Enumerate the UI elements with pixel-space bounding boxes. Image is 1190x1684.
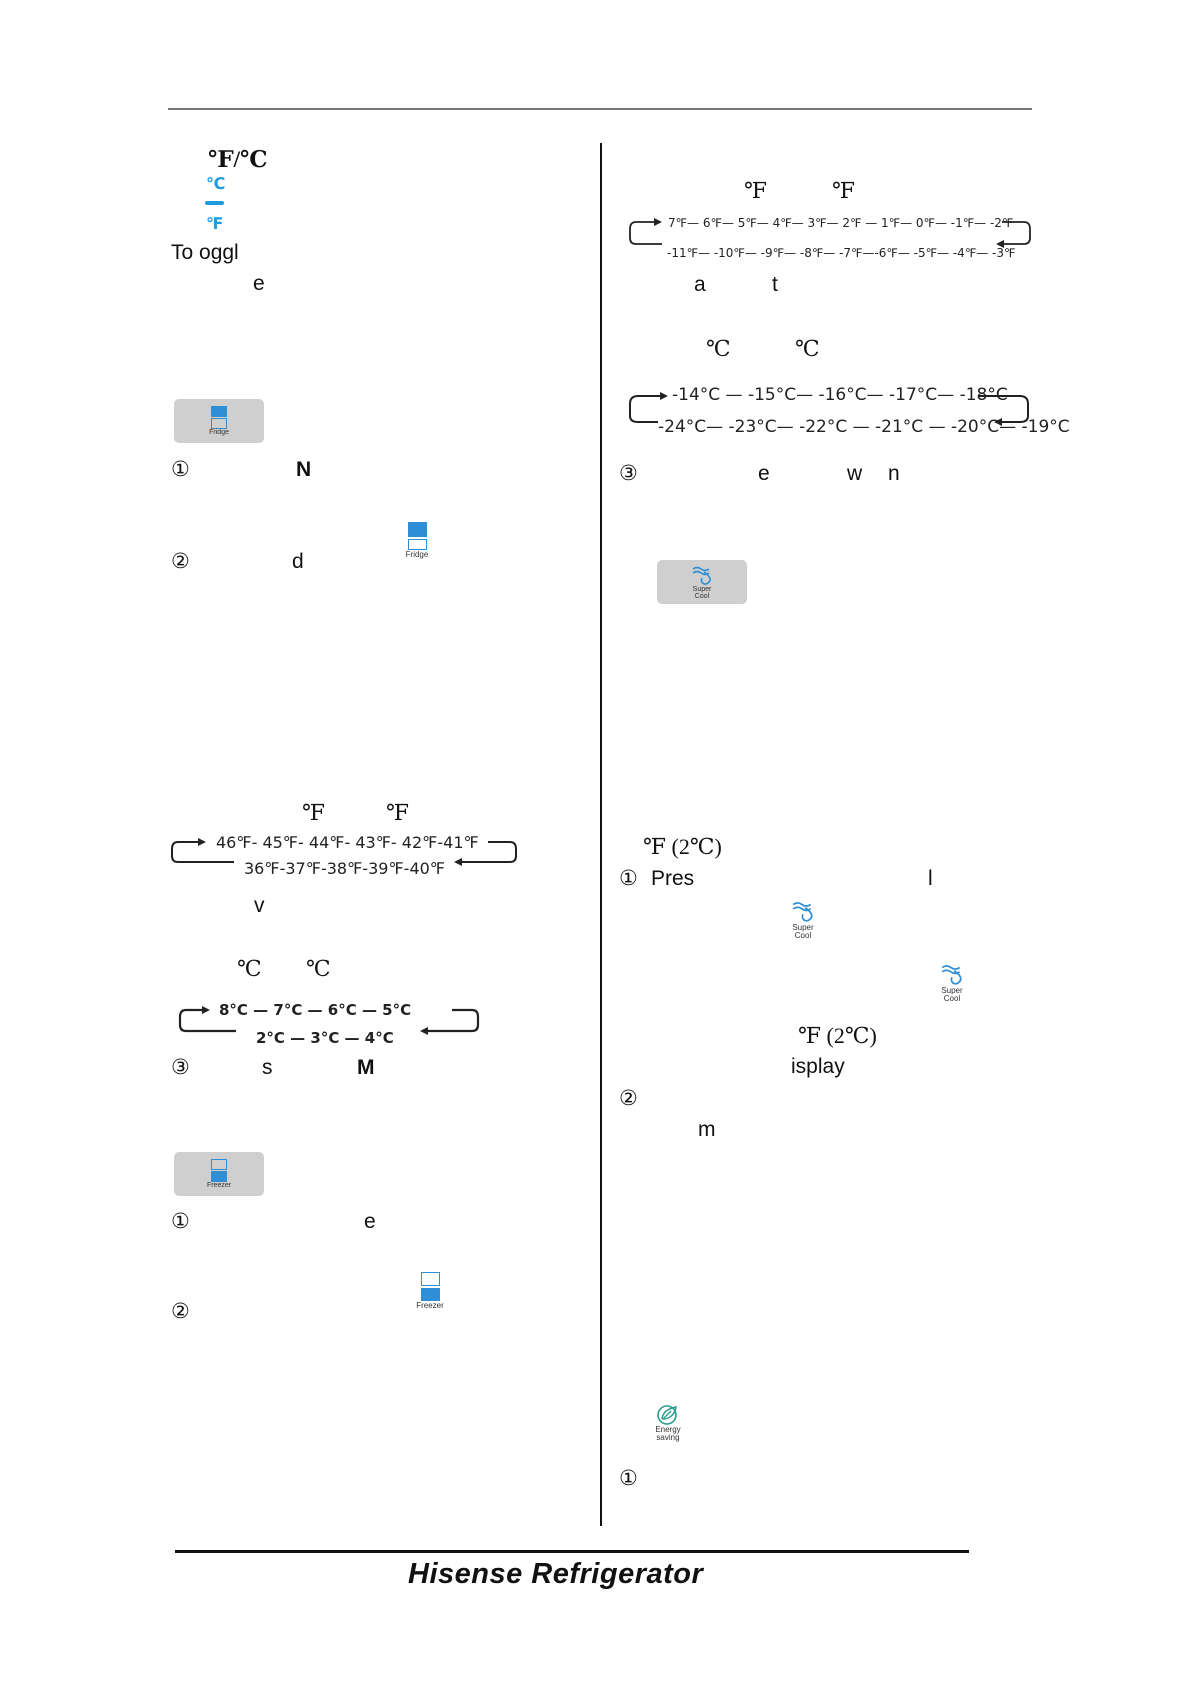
unit-toggle-instruction: To oggl — [171, 241, 239, 264]
freezer-c-range-start: ℃ — [706, 336, 731, 361]
fridge-c-range-end: ℃ — [306, 956, 331, 981]
fridge-c-cycle-top: 8°C — 7°C — 6°C — 5°C — [219, 1001, 412, 1019]
supercool-step2-marker: ② — [619, 1086, 638, 1110]
supercool-step1-text-b: l — [928, 867, 933, 890]
supercool-step1-text: Pres — [651, 867, 695, 890]
fridge-step3-text-a: s — [262, 1056, 273, 1079]
fahrenheit-indicator: ℉ — [206, 214, 224, 233]
supercool-icon — [690, 564, 714, 586]
fridge-icon-label: Fridge — [405, 550, 429, 559]
freezer-c-range-end: ℃ — [795, 336, 820, 361]
fridge-f-cycle-top: 46℉- 45℉- 44℉- 43℉- 42℉-41℉ — [216, 833, 479, 852]
fridge-step2-text: d — [292, 550, 304, 573]
freezer-icon-top-block — [421, 1272, 440, 1286]
fridge-f-cycle-bottom: 36℉-37℉-38℉-39℉-40℉ — [244, 859, 446, 878]
fridge-icon-top-block — [408, 522, 427, 537]
supercool-display-text: isplay — [791, 1055, 845, 1078]
freezer-f-cycle-bottom: -11℉— -10℉— -9℉— -8℉— -7℉—-6℉— -5℉— -4℉— -3℉ — [667, 246, 1016, 260]
column-divider — [600, 143, 602, 1526]
supercool-inline-icon-2-label: Super Cool — [941, 986, 963, 1003]
freezer-step2-marker: ② — [171, 1299, 190, 1323]
freezer-c-cycle-top: -14°C — -15°C— -16°C— -17°C— -18°C — [672, 385, 1008, 405]
freezer-c-cycle-bottom: -24°C— -23°C— -22°C — -21°C — -20°C— -19°C — [658, 417, 1070, 437]
supercool-inline-icon-2 — [937, 961, 967, 1003]
energy-saving-icon — [650, 1402, 686, 1442]
fridge-step1-marker: ① — [171, 457, 190, 481]
fridge-button[interactable] — [174, 399, 264, 443]
fridge-icon-bottom — [211, 418, 227, 429]
fridge-c-range-start: ℃ — [237, 956, 262, 981]
freezer-f-note-a: a — [694, 273, 706, 296]
freezer-step3-marker: ③ — [619, 461, 638, 485]
freezer-step3-text-c: n — [888, 462, 900, 485]
freezer-f-note-b: t — [772, 273, 778, 296]
supercool-temp-2: ℉ (2℃) — [798, 1023, 877, 1048]
fridge-step1-text: N — [296, 458, 312, 481]
header-rule — [168, 108, 1032, 110]
unit-separator-bar — [205, 201, 224, 205]
fridge-step2-marker: ② — [171, 549, 190, 573]
freezer-button[interactable] — [174, 1152, 264, 1196]
freezer-step3-text-b: w — [847, 462, 863, 485]
footer-brand: Hisense Refrigerator — [408, 1558, 704, 1590]
freezer-step1-text: e — [364, 1210, 376, 1233]
fridge-f-range-end: ℉ — [386, 800, 410, 825]
freezer-f-range-start: ℉ — [744, 178, 768, 203]
fridge-f-note: v — [254, 894, 265, 917]
footer-rule — [175, 1550, 969, 1553]
freezer-icon-bottom-block — [421, 1288, 440, 1301]
unit-toggle-title: ℉/℃ — [208, 147, 268, 172]
supercool-step1-marker: ① — [619, 866, 638, 890]
freezer-icon — [416, 1272, 444, 1310]
celsius-indicator: ℃ — [206, 174, 226, 193]
freezer-icon-bottom — [211, 1171, 227, 1182]
freezer-button-label: Freezer — [206, 1181, 232, 1189]
energy-step1-marker: ① — [619, 1466, 638, 1490]
freezer-f-cycle-top: 7℉— 6℉— 5℉— 4℉— 3℉— 2℉ — 1℉— 0℉— -1℉— -2℉ — [668, 216, 1014, 230]
freezer-f-range-end: ℉ — [832, 178, 856, 203]
freezer-step3-text-a: e — [758, 462, 770, 485]
energy-saving-icon-label: Energy saving — [655, 1425, 681, 1442]
fridge-icon-bottom-block — [408, 539, 427, 550]
freezer-icon-top — [211, 1159, 227, 1170]
fridge-step3-text-b: M — [357, 1056, 375, 1079]
leaf-icon — [655, 1402, 681, 1426]
supercool-step2-text: m — [698, 1118, 716, 1141]
unit-toggle-instruction-2: e — [253, 272, 265, 295]
fridge-icon-top — [211, 406, 227, 417]
supercool-inline-icon-1 — [788, 898, 818, 940]
supercool-inline-icon-1-label: Super Cool — [792, 923, 814, 940]
fridge-step3-marker: ③ — [171, 1055, 190, 1079]
fridge-icon — [403, 522, 431, 559]
supercool-wave-icon — [790, 898, 816, 924]
supercool-button[interactable] — [657, 560, 747, 604]
supercool-wave-icon-2 — [939, 961, 965, 987]
freezer-icon-label: Freezer — [416, 1301, 444, 1310]
supercool-temp-1: ℉ (2℃) — [643, 834, 722, 859]
freezer-step1-marker: ① — [171, 1209, 190, 1233]
fridge-button-label: Fridge — [209, 428, 229, 436]
fridge-f-range-start: ℉ — [302, 800, 326, 825]
supercool-button-label: Super Cool — [692, 586, 712, 600]
fridge-c-cycle-bottom: 2°C — 3°C — 4°C — [256, 1029, 394, 1047]
